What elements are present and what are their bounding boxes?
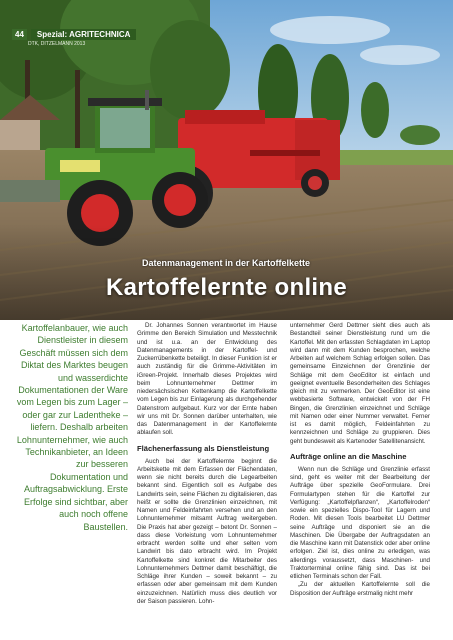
paragraph: Wenn nun die Schläge und Grenzlinie erfasst sind, geht es weiter mit der Bearbeitung der Aufträge über spezielle GeoFormulare. Drei Formulartypen stehen für die Kartoffel zur Verfügung: „Kartoffelpflanzen“, „Kartoffelroden“ sowie ein spezielles Dispo-Tool für Lagern und Roden. Mit diesen Tools bearbeitet LU Dettmer seine Aufträge und disponiert sie an die Maschinen. Die Übergabe der Auftragsdaten an die Maschine kann mit Datenstick oder aber online erfolgen. Ziel ist, dies online zu erledigen, was allerdings voraussetzt, dass Maschinen- und Traktorterminal online fähig sind. Das ist bei etlichen Terminals schon der Fall. bbox=[290, 465, 430, 580]
paragraph: „Zu der aktuellen Kartoffelernte soll die Disposition der Aufträge erstmalig nicht mehr bbox=[290, 581, 430, 597]
paragraph: Auch bei der Kartoffelernte beginnt die Arbeitskette mit dem Erfassen der Flächendaten, wenn sie nicht bereits durch die Legearbeiten bekannt sind. Eigentlich soll es Aufgabe des Landwirts sein, seine Flächen zu digitalisieren, das heißt er sollte die Grenzlinien einzeichnen, mit Namen und Feldeinfahrten versehen und an den Lohnunternehmer mitsamt Auftrag weitergeben. Die Praxis hat aber gezeigt – betont Dr. Sonnen – dass diese Vorleistung vom Lohnunternehmer erbracht werden sollte und eher selten vom Landwirt bis dato erbracht wird. Im Projekt Kartoffelkette sind konkret die Mitarbeiter des Lohnunternehmers Dettmer damit beschäftigt, die Schläge ihrer Kunden – soweit bekannt – zu erfassen oder aber gemeinsam mit dem Kunden einzuzeichnen. Natürlich muss dies deutlich vor der Saison passieren. Lohn- bbox=[137, 457, 277, 605]
subheading: Aufträge online an die Maschine bbox=[290, 451, 407, 461]
issue-info: DTK, DITZELMANN 2013 bbox=[28, 41, 86, 47]
page-number: 44 bbox=[12, 29, 27, 40]
section-header bbox=[12, 28, 136, 40]
article-kicker: Datenmanagement in der Kartoffelkette bbox=[142, 258, 311, 268]
article-title: Kartoffelernte online bbox=[106, 274, 347, 301]
section-label: Spezial: AGRITECHNICA bbox=[31, 29, 137, 40]
subheading: Flächenerfassung als Dienstleistung bbox=[137, 443, 270, 453]
paragraph: unternehmer Gerd Dettmer sieht dies auch als Bestandteil seiner Dienstleistung rund um die Kartoffel. Mit den erfassten Schlagdaten im Laptop wird dann mit dem Kunden besprochen, welche Arbeiten auf welchem Schlag erfolgen sollen. Das gemeinsame Einzeichnen der Grenzlinie der Schläge mit dem GeoEditor ist einfach und geeignet eventuelle Besonderheiten des Schlages gleich mit zu vermerken. Der GeoEditor ist eine webbasierte Software, entwickelt von der FH Bingen, die Grenzlinien einzeichnet und Schläge mit Namen oder einer Nummer verwaltet. Ferner ist es damit möglich, Feldeinfahrten zu kennzeichnen und Schläge zu gruppieren. Dies geht bundesweit als Kartenoder Satellitenansicht. bbox=[290, 322, 430, 445]
article-lead: Kartoffelanbauer, wie auch Dienstleister in diesem Geschäft müssen sich dem Diktat des Marktes beugen und wasserdichte Dokumentationen der Ware vom Legen bis zum Lager – oder gar zur Ladentheke – liefern. Deshalb arbeiten Lohnunternehmer, wie auch Technikanbieter, an Ideen zur besseren Dokumentation und Auftragsabwicklung. Erste Erfolge sind sichtbar, aber auch noch offene Baustellen. bbox=[16, 323, 128, 532]
text-column-1 bbox=[137, 322, 277, 606]
paragraph: Dr. Johannes Sonnen verantwortet im Hause Grimme den Bereich Simulation und Messtechnik und ist u.a. an der Entwicklung des Datenmanagements in der Kartoffel- und Zuckerrübenkette beteiligt. In dieser Funktion ist er auch zuständig für die Grimme-Aktivitäten im iGreen-Projekt. Innerhalb dieses Projektes wird beim Lohnunternehmer Dettmer im niedersächsischen Kettenkamp die Kartoffelkette vom Legen bis zur Einlagerung als durchgehender Datenstrom aufgebaut. Kurz vor der Ernte haben wir uns mit Dr. Sonnen darüber unterhalten, wie das Datenmanagement in der Kartoffelernte ablaufen soll. bbox=[137, 322, 277, 437]
text-column-2 bbox=[290, 322, 430, 598]
